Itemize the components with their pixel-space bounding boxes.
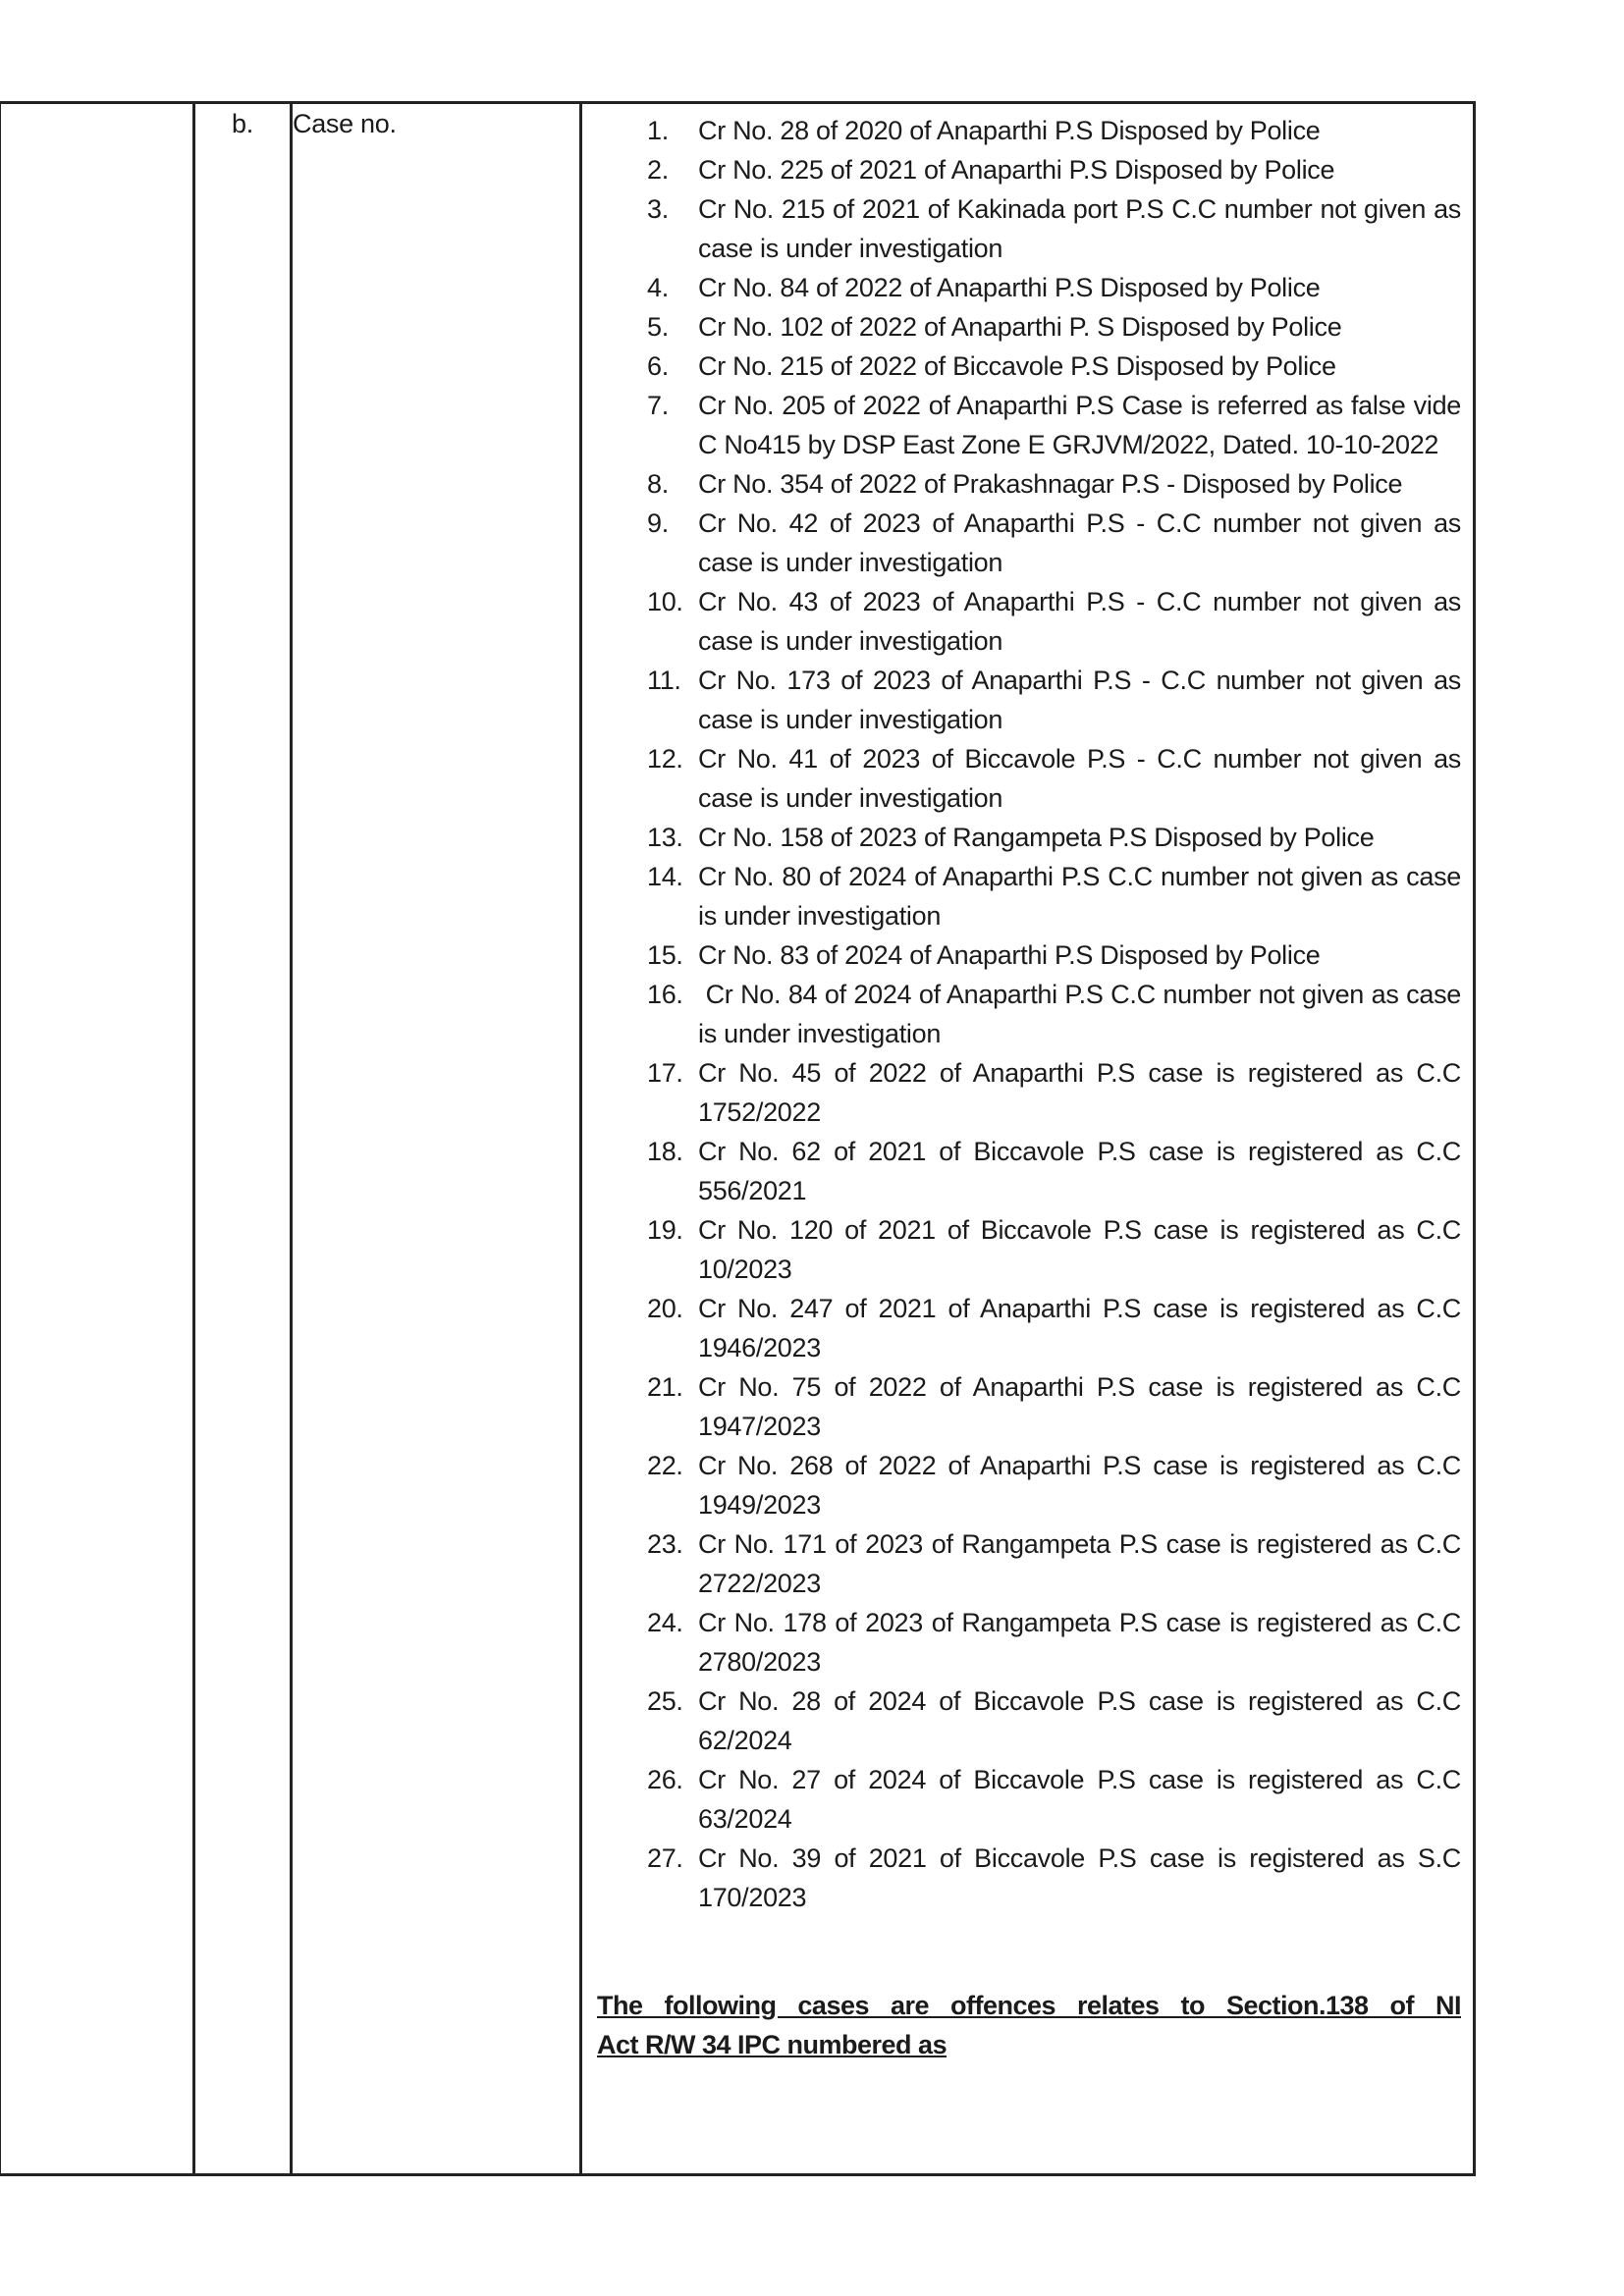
case-text: Cr No. 84 of 2024 of Anaparthi P.S C.C number not given as case is under investigation: [698, 980, 1461, 1048]
case-text: Cr No. 83 of 2024 of Anaparthi P.S Disposed by Police: [698, 940, 1321, 970]
case-text: Cr No. 84 of 2022 of Anaparthi P.S Disposed by Police: [698, 273, 1321, 302]
case-number: 10.: [647, 587, 683, 616]
case-item: [582, 818, 1473, 857]
case-text: Cr No. 80 of 2024 of Anaparthi P.S C.C number not given as case is under investigation: [698, 862, 1461, 931]
case-item: [582, 1524, 1473, 1603]
case-text: Cr No. 102 of 2022 of Anaparthi P. S Disposed by Police: [698, 312, 1342, 342]
case-text: Cr No. 120 of 2021 of Biccavole P.S case is registered as C.C 10/2023: [698, 1215, 1461, 1284]
field-label-cell: [292, 103, 581, 2175]
case-item: [582, 1132, 1473, 1210]
case-number: 7.: [647, 391, 669, 420]
case-text: Cr No. 215 of 2022 of Biccavole P.S Disposed by Police: [698, 351, 1336, 381]
case-text: Cr No. 225 of 2021 of Anaparthi P.S Disposed by Police: [698, 155, 1335, 185]
case-text: Cr No. 45 of 2022 of Anaparthi P.S case is registered as C.C 1752/2022: [698, 1058, 1461, 1127]
case-text: Cr No. 171 of 2023 of Rangampeta P.S case is registered as C.C 2722/2023: [698, 1529, 1461, 1598]
case-item: [582, 975, 1473, 1053]
case-item: [582, 1053, 1473, 1132]
case-item: [582, 111, 1473, 150]
ni-act-heading-line-2: Act R/W 34 IPC numbered as: [597, 2030, 947, 2059]
case-item: [582, 661, 1473, 739]
case-text: Cr No. 205 of 2022 of Anaparthi P.S Case is referred as false vide C No415 by DSP East Zone E GRJVM/2022, Dated. 10-10-2022: [698, 391, 1461, 459]
row-index-label: b.: [232, 109, 253, 138]
case-list-cell: [581, 103, 1475, 2175]
case-number: 14.: [647, 862, 683, 891]
case-text: Cr No. 75 of 2022 of Anaparthi P.S case is registered as C.C 1947/2023: [698, 1372, 1461, 1441]
case-item: [582, 150, 1473, 189]
case-text: Cr No. 42 of 2023 of Anaparthi P.S - C.C number not given as case is under investigation: [698, 508, 1461, 577]
case-text: Cr No. 28 of 2024 of Biccavole P.S case is registered as C.C 62/2024: [698, 1686, 1461, 1755]
case-number: 16.: [647, 980, 683, 1009]
case-item: [582, 935, 1473, 975]
case-text: Cr No. 27 of 2024 of Biccavole P.S case is registered as C.C 63/2024: [698, 1765, 1461, 1834]
case-text: Cr No. 178 of 2023 of Rangampeta P.S case is registered as C.C 2780/2023: [698, 1608, 1461, 1677]
case-number: 22.: [647, 1451, 683, 1480]
case-number: 21.: [647, 1372, 683, 1402]
case-text: Cr No. 62 of 2021 of Biccavole P.S case is registered as C.C 556/2021: [698, 1137, 1461, 1205]
case-number: 19.: [647, 1215, 683, 1245]
case-item: [582, 1682, 1473, 1760]
case-item: [582, 1839, 1473, 1917]
case-item: [582, 504, 1473, 582]
case-item: [582, 307, 1473, 347]
case-number: 23.: [647, 1529, 683, 1559]
case-text: Cr No. 41 of 2023 of Biccavole P.S - C.C number not given as case is under investigation: [698, 744, 1461, 813]
case-number: 27.: [647, 1843, 683, 1873]
case-details-table: [0, 101, 1476, 2176]
case-item: [582, 739, 1473, 818]
case-number: 15.: [647, 940, 683, 970]
case-number: 6.: [647, 351, 669, 381]
ni-act-heading-line-1: The following cases are offences relates to Section.138 of NI: [597, 1991, 1461, 2020]
case-number: 2.: [647, 155, 669, 185]
case-number: 17.: [647, 1058, 683, 1088]
case-number: 24.: [647, 1608, 683, 1637]
case-number: 26.: [647, 1765, 683, 1794]
case-number: 25.: [647, 1686, 683, 1716]
case-item: [582, 347, 1473, 386]
case-item: [582, 1210, 1473, 1289]
case-number: 4.: [647, 273, 669, 302]
case-number: 20.: [647, 1294, 683, 1323]
case-item: [582, 1446, 1473, 1524]
field-label: Case no.: [293, 109, 397, 138]
case-number: 1.: [647, 116, 669, 145]
case-item: [582, 464, 1473, 504]
case-number: 9.: [647, 508, 669, 538]
case-item: [582, 1289, 1473, 1367]
case-item: [582, 189, 1473, 268]
case-number: 11.: [647, 666, 681, 695]
case-number: 5.: [647, 312, 669, 342]
case-item: [582, 1760, 1473, 1839]
case-item: [582, 1367, 1473, 1446]
case-text: Cr No. 354 of 2022 of Prakashnagar P.S - Disposed by Police: [698, 469, 1403, 499]
case-number: 13.: [647, 823, 683, 852]
case-number: 18.: [647, 1137, 683, 1166]
row-index-cell: [194, 103, 292, 2175]
case-item: [582, 582, 1473, 661]
case-text: Cr No. 173 of 2023 of Anaparthi P.S - C.C number not given as case is under investigation: [698, 666, 1461, 734]
case-list: [582, 111, 1473, 1917]
case-text: Cr No. 268 of 2022 of Anaparthi P.S case is registered as C.C 1949/2023: [698, 1451, 1461, 1520]
case-text: Cr No. 28 of 2020 of Anaparthi P.S Disposed by Police: [698, 116, 1321, 145]
empty-cell: [0, 103, 194, 2175]
table-row: [0, 103, 1475, 2175]
ni-act-heading: [597, 1986, 1461, 2064]
case-item: [582, 268, 1473, 307]
case-text: Cr No. 39 of 2021 of Biccavole P.S case is registered as S.C 170/2023: [698, 1843, 1461, 1912]
case-text: Cr No. 215 of 2021 of Kakinada port P.S C.C number not given as case is under investigation: [698, 194, 1461, 263]
case-number: 3.: [647, 194, 669, 224]
case-item: [582, 386, 1473, 464]
case-number: 12.: [647, 744, 683, 774]
case-item: [582, 857, 1473, 935]
case-text: Cr No. 158 of 2023 of Rangampeta P.S Disposed by Police: [698, 823, 1375, 852]
case-text: Cr No. 247 of 2021 of Anaparthi P.S case is registered as C.C 1946/2023: [698, 1294, 1461, 1362]
case-item: [582, 1603, 1473, 1682]
case-text: Cr No. 43 of 2023 of Anaparthi P.S - C.C number not given as case is under investigation: [698, 587, 1461, 656]
case-number: 8.: [647, 469, 669, 499]
